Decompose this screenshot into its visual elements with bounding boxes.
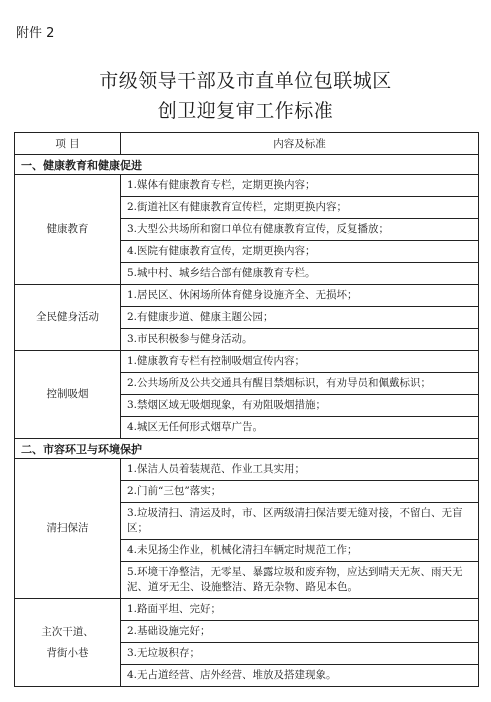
list-item: 5.环境干净整洁，无零星、暴露垃圾和废弃物，应达到晴天无灰、雨天无泥、道牙无尘、设施整洁、路无杂物、路见本色。 xyxy=(127,566,463,593)
list-item: 2.街道社区有健康教育宣传栏，定期更换内容； xyxy=(121,197,478,219)
list-item: 4.无占道经营、店外经营、堆放及搭建现象。 xyxy=(127,669,337,681)
category-cell: 健康教育 xyxy=(15,175,121,285)
list-item: 4.城区无任何形式烟草广告。 xyxy=(127,421,264,433)
list-item: 2.门前“三包”落实； xyxy=(121,481,478,503)
list-item: 3.禁烟区域无吸烟现象，有劝阻吸烟措施； xyxy=(121,395,478,417)
list-item: 3.市民积极参与健身活动。 xyxy=(127,333,253,345)
category-cell: 控制吸烟 xyxy=(15,351,121,439)
list-item: 3.垃圾清扫、清运及时，市、区两级清扫保洁要无缝对接，不留白、无盲区； xyxy=(121,503,478,540)
category-line: 背街小巷 xyxy=(46,646,89,659)
document-title-line2: 创卫迎复审工作标准 xyxy=(157,100,334,122)
category-cell xyxy=(15,599,121,687)
table-row xyxy=(15,175,479,285)
document-title-line1: 市级领导干部及市直单位包联城区 xyxy=(99,70,392,92)
table-row xyxy=(15,285,479,351)
list-item: 1.媒体有健康教育专栏，定期更换内容； xyxy=(121,175,478,197)
section-row xyxy=(15,439,479,459)
table-header-row xyxy=(15,133,479,155)
section-title: 二、市容环卫与环境保护 xyxy=(15,439,479,459)
table-row xyxy=(15,599,479,687)
items-cell xyxy=(121,175,479,285)
category-line: 主次干道、 xyxy=(41,625,94,638)
items-cell xyxy=(121,351,479,439)
section-row xyxy=(15,155,479,175)
items-cell xyxy=(121,599,479,687)
list-item: 1.健康教育专栏有控制吸烟宣传内容； xyxy=(121,351,478,373)
table-row xyxy=(15,459,479,599)
list-item: 4.医院有健康教育宣传，定期更换内容； xyxy=(121,241,478,263)
table-row xyxy=(15,351,479,439)
list-item: 4.未见扬尘作业，机械化清扫车辆定时规范工作； xyxy=(121,540,478,562)
header-content: 内容及标准 xyxy=(121,133,479,155)
standards-table xyxy=(14,132,479,687)
header-item: 项 目 xyxy=(15,133,121,155)
list-item: 1.保洁人员着装规范、作业工具实用； xyxy=(121,459,478,481)
list-item: 3.大型公共场所和窗口单位有健康教育宣传，反复播放； xyxy=(121,219,478,241)
attachment-label: 附件 2 xyxy=(16,26,55,41)
items-cell xyxy=(121,459,479,599)
items-cell xyxy=(121,285,479,351)
list-item: 3.无垃圾积存； xyxy=(121,643,478,665)
list-item: 2.有健康步道、健康主题公园； xyxy=(121,307,478,329)
section-title: 一、健康教育和健康促进 xyxy=(15,155,479,175)
list-item: 2.基础设施完好； xyxy=(121,621,478,643)
list-item: 1.路面平坦、完好； xyxy=(121,599,478,621)
list-item: 2.公共场所及公共交通具有醒目禁烟标识，有劝导员和佩戴标识； xyxy=(121,373,478,395)
category-cell: 全民健身活动 xyxy=(15,285,121,351)
category-cell: 清扫保洁 xyxy=(15,459,121,599)
list-item: 5.城中村、城乡结合部有健康教育专栏。 xyxy=(127,267,316,279)
list-item: 1.居民区、休闲场所体育健身设施齐全、无损坏； xyxy=(121,285,478,307)
